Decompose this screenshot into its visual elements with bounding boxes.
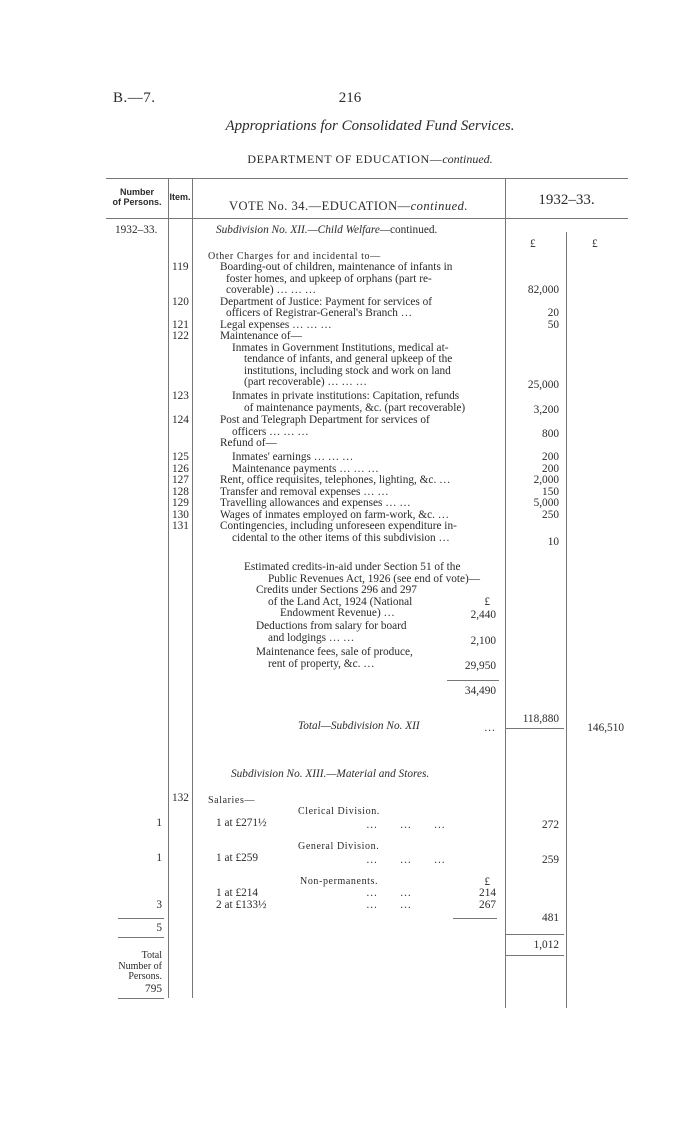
department-name: DEPARTMENT OF EDUCATION— xyxy=(247,152,443,166)
department-continued: continued. xyxy=(442,152,493,166)
page-number: 216 xyxy=(338,90,362,106)
credits-line: Maintenance fees, sale of produce, xyxy=(256,646,413,658)
item-amount: 150 xyxy=(542,485,559,498)
item-description-cont: institutions, including stock and work on land xyxy=(244,364,451,377)
credits-pound-sign: £ xyxy=(484,595,490,608)
item-amount: 800 xyxy=(542,428,559,440)
credits-value: 2,440 xyxy=(470,609,496,621)
credits-line: Endowment Revenue) … xyxy=(280,607,395,619)
amount-subtotal-rule-bottom xyxy=(506,955,564,956)
item-description: Inmates' earnings … … … xyxy=(232,451,354,463)
non-permanents-heading: Non-permanents. xyxy=(300,876,379,887)
item-amount: 200 xyxy=(542,462,559,475)
general-division-heading: General Division. xyxy=(298,841,380,852)
item-number: 131 xyxy=(172,520,189,532)
credits-line: Deductions from salary for board xyxy=(256,620,407,632)
credits-intro-cont: Public Revenues Act, 1926 (see end of vote)— xyxy=(268,572,481,585)
credits-line: of the Land Act, 1924 (National xyxy=(268,595,413,608)
item-amount: 82,000 xyxy=(527,284,559,296)
item-description: Maintenance payments … … … xyxy=(232,462,379,475)
credits-line: rent of property, &c. … xyxy=(268,657,375,670)
non-permanents-pound: £ xyxy=(484,876,490,888)
item-number: 132 xyxy=(172,792,189,804)
leader-dots: … … xyxy=(366,899,412,911)
credits-rule xyxy=(447,680,499,681)
item-description-cont: coverable) … … … xyxy=(226,284,317,296)
item-description-cont: officers of Registrar-General's Branch … xyxy=(226,307,413,319)
item-number: 122 xyxy=(172,330,189,342)
total-persons-label-line3: Persons. xyxy=(128,971,162,982)
persons-subtotal: 5 xyxy=(156,922,162,934)
item-number: 121 xyxy=(172,318,189,331)
non-permanent-persons: 3 xyxy=(156,899,162,911)
item-amount: 200 xyxy=(542,451,559,463)
credits-intro: Estimated credits-in-aid under Section 51 of the xyxy=(244,561,461,573)
persons-header-line2: of Persons. xyxy=(112,197,162,207)
pound-sign-amount: £ xyxy=(530,238,536,250)
subdivision-xii-total-dots: … xyxy=(484,722,496,734)
non-permanent-value: 214 xyxy=(479,887,496,899)
credits-value: 29,950 xyxy=(464,660,496,672)
item-amount: 10 xyxy=(547,536,559,548)
total-persons-value: 795 xyxy=(145,983,162,995)
page-title: Appropriations for Consolidated Fund Services. xyxy=(225,118,515,134)
header-bottom-rule xyxy=(106,218,628,219)
credits-total: 34,490 xyxy=(464,685,496,697)
item-description: Wages of inmates employed on farm-work, &c. … xyxy=(220,508,450,521)
leader-dots: … … … xyxy=(366,854,446,866)
item-column-divider xyxy=(192,178,193,998)
clerical-amount: 272 xyxy=(542,819,559,831)
amount-subtotal-rule xyxy=(506,934,564,935)
subdivision-xii-title: Subdivision No. XII.—Child Welfare— xyxy=(216,224,390,236)
item-description: Legal expenses … … … xyxy=(220,318,332,331)
subdivision-xii-year-total: 146,510 xyxy=(587,722,624,734)
vote-title-text: VOTE No. 34.—EDUCATION— xyxy=(228,199,411,213)
vote-title-continued: continued. xyxy=(410,199,469,213)
leader-dots: … … xyxy=(366,887,412,899)
total-persons-label-line2: Number of xyxy=(118,960,162,972)
item-column-header: Item. xyxy=(169,192,191,202)
item-amount: 50 xyxy=(547,318,559,331)
table-top-rule xyxy=(106,178,628,179)
item-description: Travelling allowances and expenses … … xyxy=(220,497,411,509)
item-number: 128 xyxy=(172,485,189,498)
item-description-cont: cidental to the other items of this subdivision … xyxy=(232,531,450,544)
item-description-cont: of maintenance payments, &c. (part recoverable) xyxy=(244,401,466,414)
persons-subtotal-rule xyxy=(118,918,164,919)
item-number: 126 xyxy=(172,462,189,475)
other-charges-heading: Other Charges for and incidental to— xyxy=(208,251,381,262)
clerical-division-heading: Clerical Division. xyxy=(298,806,380,817)
salaries-heading: Salaries— xyxy=(208,795,256,806)
leader-dots: … … … xyxy=(366,819,446,831)
non-permanent-line: 2 at £133½ xyxy=(216,899,267,911)
item-description: Maintenance of— xyxy=(220,330,302,342)
non-permanent-value: 267 xyxy=(479,899,496,911)
item-number: 127 xyxy=(172,474,189,486)
item-description: Department of Justice: Payment for services of xyxy=(220,295,433,308)
persons-column-header xyxy=(106,187,168,207)
total-persons-rule xyxy=(118,998,164,999)
non-permanents-amount: 481 xyxy=(542,912,559,924)
general-persons: 1 xyxy=(156,852,162,864)
subdivision-xii-heading xyxy=(216,225,437,237)
total-persons-label-line1: Total xyxy=(141,950,162,961)
total-column-divider xyxy=(566,232,567,1008)
credits-line: and lodgings … … xyxy=(268,631,355,644)
pound-sign-total: £ xyxy=(592,238,598,250)
item-description-cont: (part recoverable) … … … xyxy=(244,376,367,388)
item-description-cont: foster homes, and upkeep of orphans (part re- xyxy=(226,272,432,285)
persons-subtotal-rule-bottom xyxy=(118,937,164,938)
item-number: 124 xyxy=(172,414,189,426)
item-description: Post and Telegraph Department for services of xyxy=(220,414,430,426)
clerical-salary-line: 1 at £271½ xyxy=(216,817,267,829)
total-persons-label xyxy=(106,951,162,983)
general-amount: 259 xyxy=(542,854,559,866)
general-salary-line: 1 at £259 xyxy=(216,852,259,864)
item-amount: 25,000 xyxy=(527,379,559,391)
item-description: Transfer and removal expenses … … xyxy=(220,485,389,498)
item-description-cont: officers … … … xyxy=(232,425,309,438)
item-number: 120 xyxy=(172,295,189,308)
item-number: 123 xyxy=(172,390,189,402)
persons-header-line1: Number xyxy=(119,187,154,197)
subdivision-xii-amount: 118,880 xyxy=(522,713,559,725)
item-amount: 250 xyxy=(542,508,559,521)
amount-subtotal: 1,012 xyxy=(533,939,559,951)
subdivision-xii-rule xyxy=(506,728,564,729)
non-permanent-line: 1 at £214 xyxy=(216,887,259,899)
subdivision-xiii-heading: Subdivision No. XIII.—Material and Stores. xyxy=(231,768,430,780)
credits-line: Credits under Sections 296 and 297 xyxy=(256,584,417,596)
item-description: Inmates in Government Institutions, medical at- xyxy=(232,341,449,354)
item-description: Boarding-out of children, maintenance of infants in xyxy=(220,261,453,273)
subdivision-xii-total-label: Total—Subdivision No. XII xyxy=(298,720,420,732)
item-amount: 5,000 xyxy=(533,497,559,509)
item-description-cont: tendance of infants, and general upkeep of the xyxy=(244,353,453,365)
vote-title xyxy=(192,199,505,214)
item-amount: 20 xyxy=(547,307,559,319)
subdivision-xii-continued: continued. xyxy=(389,224,438,236)
item-description: Refund of— xyxy=(220,437,277,449)
item-amount: 2,000 xyxy=(533,474,559,486)
persons-year-label: 1932–33. xyxy=(115,224,158,236)
item-number: 129 xyxy=(172,497,189,509)
year-column-header: 1932–33. xyxy=(538,192,595,208)
item-description: Rent, office requisites, telephones, lighting, &c. … xyxy=(220,474,451,486)
item-description: Inmates in private institutions: Capitation, refunds xyxy=(232,390,460,402)
document-reference: B.—7. xyxy=(113,90,156,106)
item-number: 125 xyxy=(172,451,189,463)
credits-value: 2,100 xyxy=(470,635,496,647)
clerical-persons: 1 xyxy=(156,817,162,829)
item-amount: 3,200 xyxy=(533,404,559,416)
persons-column-divider xyxy=(168,178,169,998)
item-number: 130 xyxy=(172,508,189,521)
non-permanents-rule xyxy=(453,918,497,919)
amount-column-divider xyxy=(505,178,506,1008)
item-description: Contingencies, including unforeseen expenditure in- xyxy=(220,520,457,532)
item-number: 119 xyxy=(172,261,189,273)
department-heading xyxy=(0,152,700,167)
